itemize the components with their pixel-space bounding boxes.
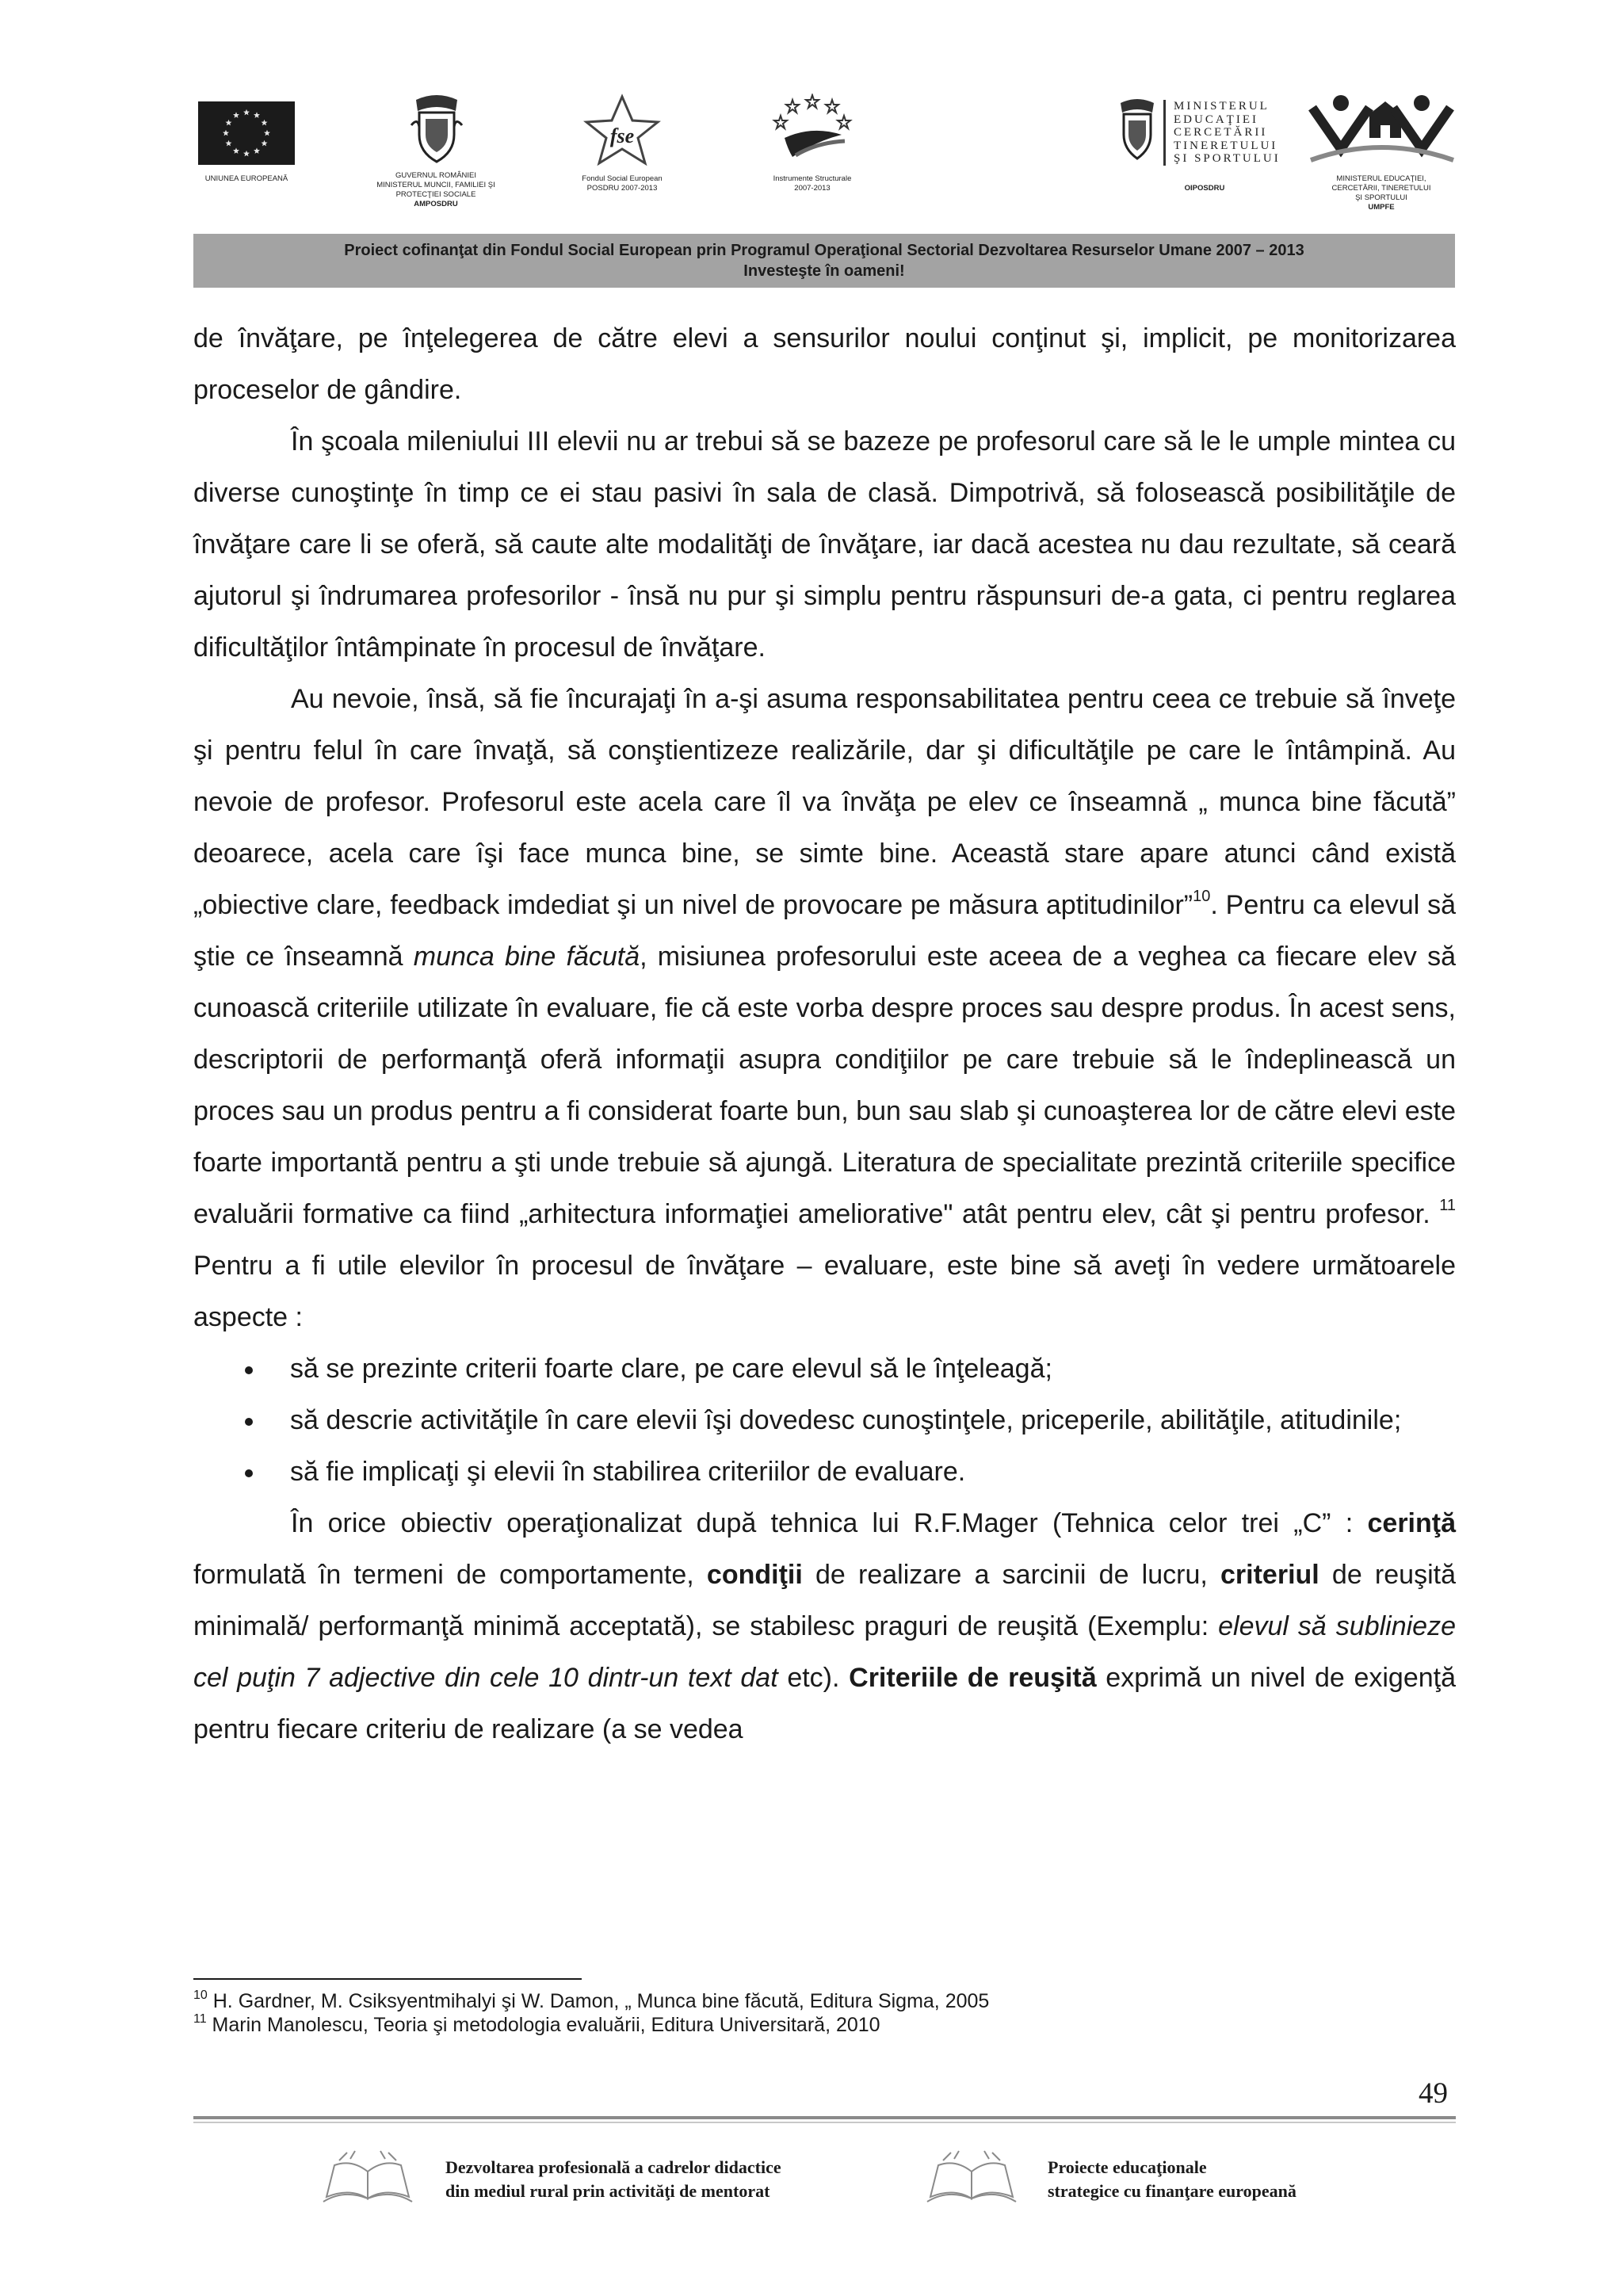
project-banner [193,234,1455,288]
eu-star [243,151,250,157]
eu-star [254,112,260,118]
government-crest-logo [408,94,465,166]
footnote-separator [193,1978,582,1980]
crest-icon [408,94,465,166]
footnote-ref-11[interactable]: 11 [1439,1196,1456,1214]
umpfe-logo [1306,94,1457,170]
ministry-crest-logo [1116,98,1159,163]
eu-star [243,109,250,116]
paragraph-2: În şcoala mileniului III elevii nu ar trebui să se bazeze pe profesorul care să le le umple mintea cu diverse cunoştinţe în timp ce ei stau pasivi în sala de clasă. Dimpotrivă, să folosească posibilităţile de învăţare care li se oferă, să caute alte modalităţi de învăţare, iar dacă acestea nu dau rezultate, să ceară ajutorul şi îndrumarea profesorilor - însă nu pur şi simplu pentru răspunsuri de-a gata, ci pentru reglarea dificultăţilor întâmpinate în procesul de învăţare. [193,426,1456,663]
list-item: să fie implicaţi şi elevii în stabilirea criteriilor de evaluare. [290,1446,1456,1498]
footnote-ref-10[interactable]: 10 [1193,887,1211,905]
paragraph-4: În orice obiectiv operaţionalizat după tehnica lui R.F.Mager (Tehnica celor trei „C” : cerinţă formulată în termeni de comportamente, condiţii de realizare a sarcinii de lucru, criteriul de reuşită minimală/ performanţă minimă acceptată), se stabilesc praguri de reuşită (Exemplu: elevul să sublinieze cel puţin 7 adjective din cele 10 dintr-un text dat etc). Criteriile de reuşită exprimă un nivel de exigenţă pentru fiecare criteriu de realizare (a se vedea [193,1508,1457,1744]
structural-instruments-icon [769,94,856,166]
eu-star [223,130,229,136]
document-body [193,313,1456,1755]
book-left-icon [315,2149,420,2210]
ministry-name: MINISTERUL EDUCAŢIEI CERCETĂRII TINERETULUI ŞI SPORTULUI [1163,100,1281,166]
oiposdru-caption: OIPOSDRU [1184,184,1225,193]
footer-left-text: Dezvoltarea profesională a cadrelor didactice din mediul rural prin activităţi de mentorat [445,2157,781,2201]
list-item: să descrie activităţile în care elevii îşi dovedesc cunoştinţele, priceperile, abilităţile, atitudinile; [290,1395,1456,1446]
eu-star [264,130,270,136]
book-right-icon [919,2149,1024,2210]
footer-rule [193,2116,1456,2119]
paragraph-1: de învăţare, pe înţelegerea de către elevi a sensurilor noului conţinut şi, implicit, pe monitorizarea proceselor de gândire. [193,323,1456,405]
eu-star [262,120,268,126]
ministry-crest-icon [1116,98,1159,163]
fse-caption: Fondul Social European POSDRU 2007-2013 [582,174,663,193]
list-item: să se prezinte criterii foarte clare, pe care elevul să le înţeleagă; [290,1343,1456,1395]
eu-star [262,140,268,147]
eu-flag-logo [198,101,295,165]
banner-line-2: Investeşte în oameni! [743,262,905,280]
svg-text:fse: fse [609,124,635,147]
government-caption: GUVERNUL ROMÂNIEI MINISTERUL MUNCII, FAMILIEI ŞI PROTECŢIEI SOCIALE AMPOSDRU [376,171,495,208]
page-number: 49 [1419,2077,1448,2110]
eu-star [233,147,239,154]
footnote-11: $^{11}$ Marin Manolescu, Teoria şi metodologia evaluării, Editura Universitară, 2010 [193,2011,880,2036]
structural-instruments-logo [769,94,856,166]
banner-line-1: Proiect cofinanţat din Fondul Social European prin Programul Operaţional Sectorial Dezvoltarea Resurselor Umane 2007 – 2013 [344,242,1304,259]
structural-instruments-caption: Instrumente Structurale 2007-2013 [773,174,852,193]
umpfe-houses-icon [1306,94,1457,170]
fse-star-logo [579,94,666,166]
footer-right-text: Proiecte educaţionale strategice cu finanţare europeană [1048,2157,1296,2201]
eu-star [254,147,260,154]
footer-rule-light [193,2122,1456,2123]
footnotes [193,1989,1303,2037]
bullet-list [193,1343,1456,1498]
footnote-10: $^{10}$ H. Gardner, M. Csiksyentmihalyi şi W. Damon, „ Munca bine făcută, Editura Sigma, 2005 [193,1988,990,2012]
umpfe-caption: MINISTERUL EDUCAŢIEI, CERCETĂRII, TINERETULUI ŞI SPORTULUI UMPFE [1331,174,1431,212]
eu-star [225,140,231,147]
eu-caption: UNIUNEA EUROPEANĂ [204,174,288,183]
eu-star [233,112,239,118]
fse-star-icon [579,94,666,166]
eu-star [225,120,231,126]
paragraph-3: Au nevoie, însă, să fie încurajaţi în a-şi asuma responsabilitatea pentru ceea ce trebuie să înveţe şi pentru felul în care învaţă, să conştientizeze realizările, dar şi dificultăţile pe care le întâmpină. Au nevoie de profesor. Profesorul este acela care îl va învăţa pe elev ce înseamnă „ munca bine făcută” deoarece, acela care îşi face munca bine, se simte bine. Această stare apare atunci când există „obiective clare, feedback imdediat şi un nivel de provocare pe măsura aptitudinilor”$^{10}$. Pentru ca elevul să ştie ce înseamnă munca bine făcută, misiunea profesorului este aceea de a veghea ca fiecare elev să cunoască criteriile utilizate în evaluare, fie că este vorba despre proces sau despre produs. În acest sens, descriptorii de performanţă oferă informaţii asupra condiţiilor pe care trebuie să le îndeplinească un proces sau un produs pentru a fi considerat foarte bun, bun sau slab şi cunoaşterea lor de către elevi este foarte importantă pentru a şti unde trebuie să ajungă. Literatura de specialitate prezintă criteriile specifice evaluării formative ca fiind „arhitectura informaţiei ameliorative" atât pentru elev, cât şi pentru profesor. $^{11}$ Pentru a fi utile elevilor în procesul de învăţare – evaluare, este bine să aveţi în vedere următoarele aspecte : [193,684,1456,1332]
eu-stars-icon [198,101,295,165]
